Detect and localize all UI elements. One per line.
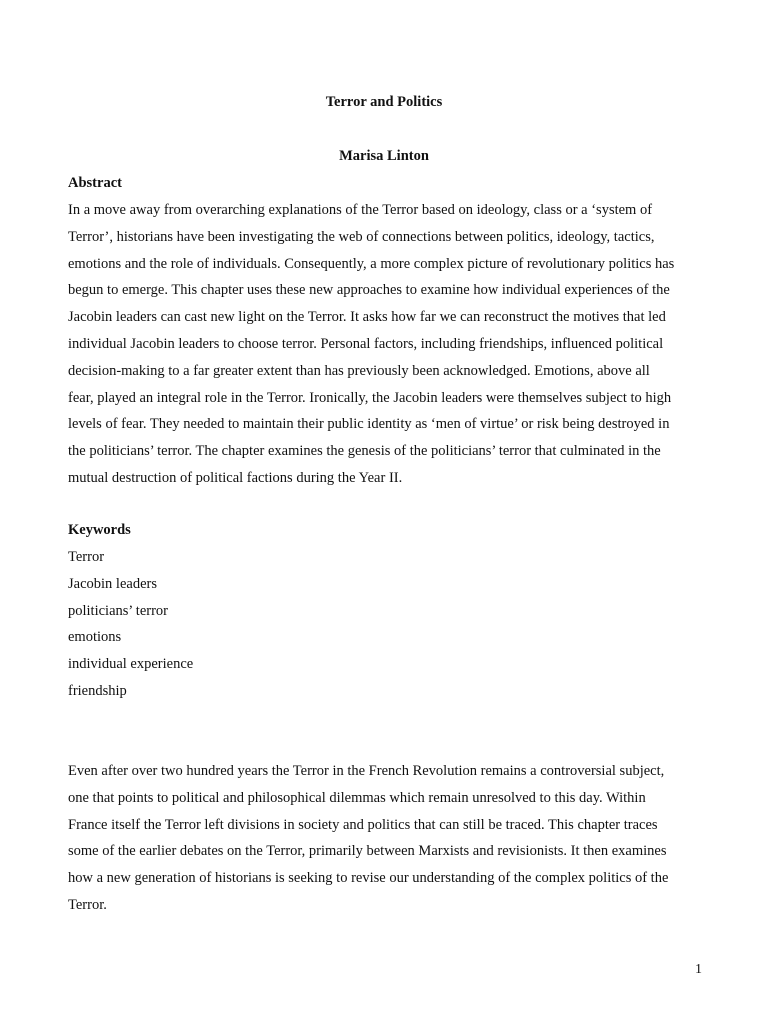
abstract-line: emotions and the role of individuals. Consequently, a more complex picture of revolutionary politics has [68, 255, 675, 272]
keyword-item: Terror [68, 549, 105, 565]
abstract-line: decision-making to a far greater extent than has previously been acknowledged. Emotions, above all [68, 362, 650, 379]
abstract-line: fear, played an integral role in the Terror. Ironically, the Jacobin leaders were themselves subject to high [68, 389, 672, 406]
page-number: 1 [695, 962, 702, 977]
abstract-line: Jacobin leaders can cast new light on the Terror. It asks how far we can reconstruct the motives that led [68, 309, 666, 326]
intro-line: Even after over two hundred years the Terror in the French Revolution remains a controversial subject, [68, 763, 665, 779]
abstract-line: Terror’, historians have been investigating the web of connections between politics, ideology, tactics, [68, 228, 655, 245]
intro-line: Terror. [68, 896, 107, 913]
author-name: Marisa Linton [339, 148, 429, 164]
keyword-item: politicians’ terror [68, 602, 168, 619]
abstract-line: individual Jacobin leaders to choose terror. Personal factors, including friendships, influenced political [68, 335, 664, 352]
keyword-item: individual experience [68, 656, 194, 673]
keywords-list [68, 544, 193, 705]
abstract-line: the politicians’ terror. The chapter examines the genesis of the politicians’ terror that culminated in the [68, 443, 661, 460]
intro-line: one that points to political and philosophical dilemmas which remain unresolved to this day. Within [68, 789, 646, 806]
keyword-item: Jacobin leaders [68, 575, 157, 592]
abstract-heading: Abstract [68, 175, 122, 191]
document-title: Terror and Politics [325, 94, 443, 110]
abstract-line: begun to emerge. This chapter uses these new approaches to examine how individual experiences of the [68, 282, 670, 299]
intro-line: France itself the Terror left divisions in society and politics that can still be traced. This chapter traces [68, 816, 658, 833]
abstract-line: mutual destruction of political factions during the Year II. [68, 469, 403, 486]
keywords-heading: Keywords [68, 522, 131, 538]
abstract-paragraph [68, 197, 708, 492]
keyword-item: emotions [68, 629, 122, 646]
abstract-line: In a move away from overarching explanations of the Terror based on ideology, class or a ‘system of [68, 202, 653, 218]
keyword-item: friendship [68, 682, 127, 699]
intro-paragraph [68, 758, 708, 919]
intro-line: some of the earlier debates on the Terror, primarily between Marxists and revisionists. It then examines [68, 843, 667, 860]
abstract-line: levels of fear. They needed to maintain their public identity as ‘men of virtue’ or risk being destroyed in [68, 416, 670, 433]
intro-line: how a new generation of historians is seeking to revise our understanding of the complex politics of the [68, 870, 669, 887]
